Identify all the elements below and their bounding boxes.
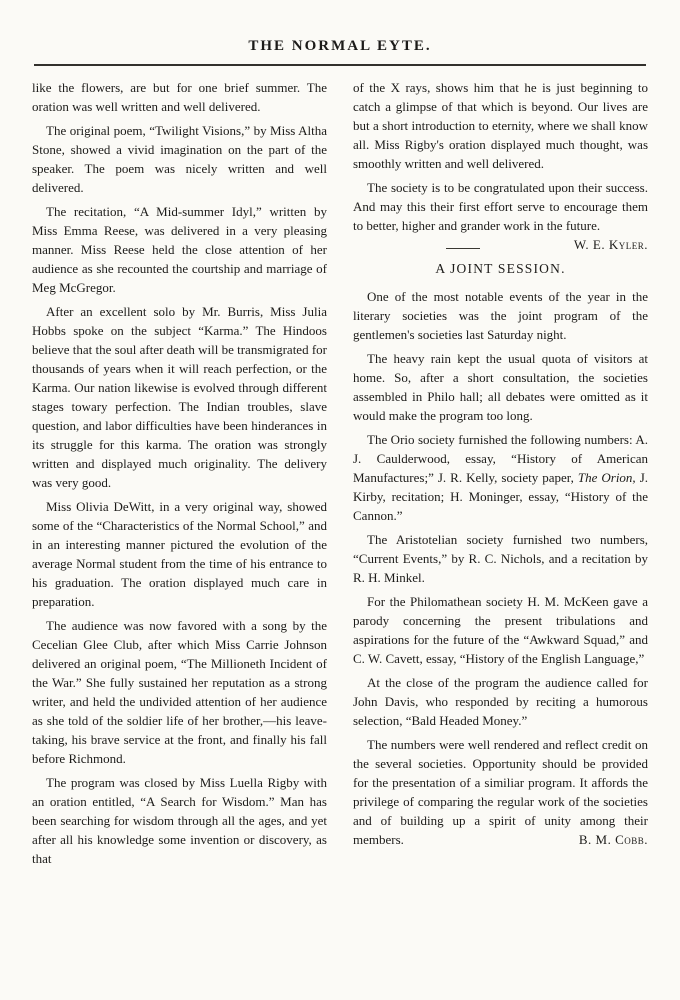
paragraph: The heavy rain kept the usual quota of visitors at home. So, after a short consultation, the societies assembled in Philo hall; all debates were omitted as it would make the program too long. [353, 351, 648, 423]
left-column [32, 78, 327, 873]
paragraph: The original poem, “Twilight Visions,” by Miss Altha Stone, showed a vivid imagination on the part of the speaker. The poem was nicely written and well delivered. [32, 123, 327, 195]
paper-name-italic: The Orion, [577, 470, 636, 485]
paragraph-text: The society is to be congratulated upon their success. And may this their first effort serve to encourage them to better, higher and grander work in the future. [353, 180, 648, 233]
paragraph: For the Philomathean society H. M. McKeen gave a parody concerning the present tribulations and aspirations for the future of the “Awkward Squad,” and C. W. Cavett, essay, “History of the English Language,” [353, 594, 648, 666]
column-layout [32, 78, 648, 873]
paragraph-text: J. Kirby, recitation; H. Moninger, essay, “History of the Cannon.” [353, 470, 649, 523]
right-column [353, 78, 648, 873]
signature-kyler: W. E. Kyler. [573, 237, 648, 252]
paragraph-text: The Orio society furnished the following numbers: A. J. Caulderwood, essay, “History of American Manufactures;” J. R. Kelly, society paper, [353, 432, 648, 485]
paragraph-with-signature [353, 735, 648, 849]
paragraph: of the X rays, shows him that he is just beginning to catch a glimpse of that which is beyond. Our lives are but a short introduction to eternity, where we shall know all. Miss Rigby's oration displayed much thought, was smoothly written and well delivered. [353, 80, 648, 171]
paragraph: The program was closed by Miss Luella Rigby with an oration entitled, “A Search for Wisdom.” Man has been searching for wisdom through all the ages, and yet after all his knowledge some invention or discovery, as that [32, 775, 327, 866]
paragraph: The audience was now favored with a song by the Cecelian Glee Club, after which Miss Carrie Johnson delivered an original poem, “The Millioneth Incident of the War.” She fully sustained her reputation as a strong writer, and held the undivided attention of her audience as she told of the soldier life of her brother,—his leave-taking, his brave service at the front, and finally his fall before Richmond. [32, 618, 327, 766]
paragraph: like the flowers, are but for one brief summer. The oration was well written and well delivered. [32, 80, 327, 114]
signature-cobb: B. M. Cobb. [578, 832, 648, 847]
paragraph-text: The numbers were well rendered and reflect credit on the several societies. Opportunity should be provided for the presentation of a similiar program. It affords the privilege of comparing the regular work of the societies and of building up a spirit of unity among their members. [353, 737, 648, 847]
paragraph: The Aristotelian society furnished two numbers, “Current Events,” by R. C. Nichols, and a recitation by R. H. Minkel. [353, 532, 648, 585]
paragraph-with-italic [353, 430, 648, 525]
masthead-title: THE NORMAL EYTE. [248, 38, 432, 54]
paragraph-with-signature [353, 178, 648, 252]
article-heading: A JOINT SESSION. [435, 261, 566, 276]
paragraph: Miss Olivia DeWitt, in a very original way, showed some of the “Characteristics of the Normal School,” and in an interesting manner pictured the evolution of the average Normal student from the time of his entrance to his graduation. The oration displayed much care in preparation. [32, 499, 327, 609]
paragraph: One of the most notable events of the year in the literary societies was the joint program of the gentlemen's societies last Saturday night. [353, 289, 648, 342]
paragraph: After an excellent solo by Mr. Burris, Miss Julia Hobbs spoke on the subject “Karma.” The Hindoos believe that the soul after death will be transmigrated for thousands of years when it will reach perfection, or the Karma. Our nation likewise is evolved through different stages towary perfection. The Indian troubles, slave question, and labor difficulties have been hinderances in its struggle for this karma. The oration was strongly written and displayed much originality. The delivery was very good. [32, 304, 327, 490]
section-divider [446, 248, 480, 249]
masthead-rule [34, 64, 646, 66]
paragraph: At the close of the program the audience called for John Davis, who responded by reciting a humorous selection, “Bald Headed Money.” [353, 675, 648, 728]
paragraph: The recitation, “A Mid-summer Idyl,” written by Miss Emma Reese, was delivered in a very pleasing manner. Miss Reese held the close attention of her audience as she recounted the courtship and marriage of Meg McGregor. [32, 204, 327, 295]
